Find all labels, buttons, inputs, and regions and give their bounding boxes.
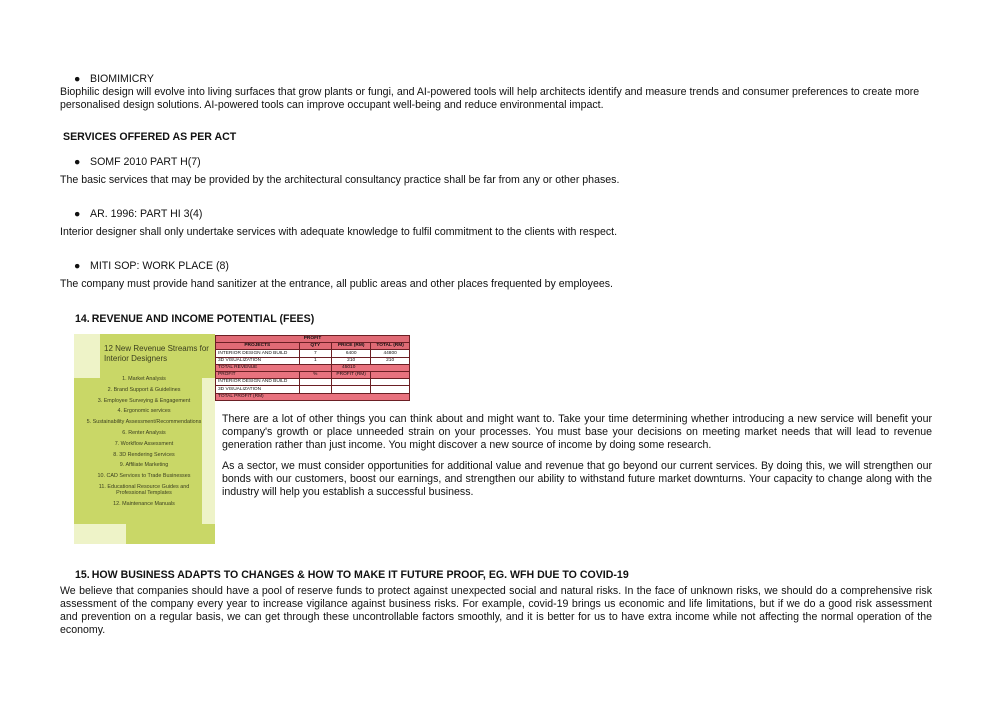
decor-block xyxy=(74,334,100,378)
table-cell: 7 xyxy=(299,350,331,357)
table-row xyxy=(216,379,410,386)
bullet-miti xyxy=(74,260,229,273)
table-cell xyxy=(371,386,410,393)
table-cell: PROFIT (RM) xyxy=(332,371,371,378)
table-cell: 6400 xyxy=(332,350,371,357)
bullet-label: BIOMIMICRY xyxy=(90,73,154,85)
table-header-row xyxy=(216,343,410,350)
list-item: 2. Brand Support & Guidelines xyxy=(107,386,181,393)
section-14-paragraph-2: As a sector, we must consider opportunities for additional value and revenue that go beyond our current services. By doing this, we will strengthen our bonds with our customers, boost our earnings, and strengthen our ability to withstand future market downturns. Your capacity to change along with the industry will help you establish a successful business. xyxy=(222,460,932,498)
table-cell: % xyxy=(299,371,331,378)
table-cell xyxy=(332,386,371,393)
list-item: 10. CAD Services to Trade Businesses xyxy=(97,473,191,480)
service-text-1: The basic services that may be provided by the architectural consultancy practice shall be far from any or other phases. xyxy=(60,174,620,186)
bullet-dot-icon: ● xyxy=(74,156,81,168)
profit-header-row xyxy=(216,371,410,378)
total-revenue-row xyxy=(216,364,410,371)
table-cell: 1 xyxy=(299,357,331,364)
table-cell xyxy=(371,371,410,378)
bullet-dot-icon: ● xyxy=(74,73,81,85)
list-item: 6. Renter Analysis xyxy=(122,429,166,436)
table-cell xyxy=(332,379,371,386)
table-cell: INTERIOR DESIGN AND BUILD xyxy=(216,350,300,357)
bullet-label: SOMF 2010 PART H(7) xyxy=(90,156,201,168)
bullet-dot-icon: ● xyxy=(74,208,81,220)
table-cell: 3D VISUALIZATION xyxy=(216,357,300,364)
table-cell: INTERIOR DESIGN AND BUILD xyxy=(216,379,300,386)
revenue-streams-list xyxy=(84,376,204,512)
header-cell: QTY xyxy=(299,343,331,350)
list-item: 11. Educational Resource Guides and Professional Templates xyxy=(98,483,190,497)
section-number: 15. xyxy=(75,569,90,581)
table-cell: 45010 xyxy=(332,364,410,371)
list-item: 5. Sustainability Assessment/Recommendations xyxy=(86,419,202,426)
section-15-heading xyxy=(75,569,629,582)
total-profit-row xyxy=(216,393,410,400)
table-cell: 210 xyxy=(332,357,371,364)
header-cell: TOTAL (RM) xyxy=(371,343,410,350)
table-row xyxy=(216,357,410,364)
table-cell: TOTAL PROFIT (RM) xyxy=(216,393,410,400)
table-title: PROFIT xyxy=(216,336,410,343)
section-number: 14. xyxy=(75,313,90,325)
table-cell: PROFIT xyxy=(216,371,300,378)
table-cell xyxy=(371,379,410,386)
list-item: 12. Maintenance Manuals xyxy=(113,501,175,508)
infographic-title: 12 New Revenue Streams for Interior Designers xyxy=(104,344,209,363)
bullet-dot-icon: ● xyxy=(74,260,81,272)
table-row xyxy=(216,350,410,357)
header-cell: PROJECTS xyxy=(216,343,300,350)
list-item: 9. Affiliate Marketing xyxy=(119,462,169,469)
profit-table xyxy=(215,335,410,401)
bullet-ar xyxy=(74,208,202,221)
revenue-streams-infographic xyxy=(74,334,215,544)
section-title: REVENUE AND INCOME POTENTIAL (FEES) xyxy=(91,313,315,325)
header-cell: PRICE (RM) xyxy=(332,343,371,350)
list-item: 4. Ergonomic services xyxy=(117,408,171,415)
table-cell xyxy=(299,379,331,386)
biomimicry-text: Biophilic design will evolve into living surfaces that grow plants or fungi, and AI-powered tools will help architects identify and measure trends and consumer preferences to create more personalised design solutions. AI-powered tools can improve occupant well-being and reduce environmental impact. xyxy=(60,86,920,111)
table-cell: 3D VISUALIZATION xyxy=(216,386,300,393)
list-item: 8. 3D Rendering Services xyxy=(113,451,175,458)
table-cell: 44800 xyxy=(371,350,410,357)
table-cell xyxy=(299,386,331,393)
section-title: HOW BUSINESS ADAPTS TO CHANGES & HOW TO MAKE IT FUTURE PROOF, EG. WFH DUE TO COVID-19 xyxy=(91,569,629,581)
bullet-label: AR. 1996: PART HI 3(4) xyxy=(90,208,203,220)
list-item: 3. Employee Surveying & Engagement xyxy=(97,397,191,404)
bullet-label: MITI SOP: WORK PLACE (8) xyxy=(90,260,229,272)
list-item: 1. Market Analysis xyxy=(122,376,166,382)
service-text-2: Interior designer shall only undertake services with adequate knowledge to fulfil commitment to the clients with respect. xyxy=(60,226,618,238)
decor-block xyxy=(74,524,126,544)
bullet-somf xyxy=(74,156,201,169)
table-cell: 210 xyxy=(371,357,410,364)
table-cell: TOTAL REVENUE xyxy=(216,364,332,371)
services-heading: SERVICES OFFERED AS PER ACT xyxy=(63,131,237,143)
service-text-3: The company must provide hand sanitizer at the entrance, all public areas and other places frequented by employees. xyxy=(60,278,613,290)
section-15-text: We believe that companies should have a pool of reserve funds to protect against unexpected social and natural risks. In the face of unknown risks, we should do a comprehensive risk assessment of the company every year to increase vigilance against business risks. For example, covid-19 brings us economic and life limitations, but if we do a good risk assessment and prevention on a regular basis, we can get through these uncontrollable factors smoothly, and it is better for us to have extra income while not affecting the normal operation of the economy. xyxy=(60,585,932,636)
bullet-biomimicry xyxy=(74,73,154,86)
section-14-paragraph-1: There are a lot of other things you can think about and might want to. Take your time determining whether introducing a new service will benefit your company's growth or place unneeded strain on your processes. You must base your decisions on meeting market needs that will lead to revenue generation rather than just income. You might discover a new source of income by doing some research. xyxy=(222,413,932,451)
table-row xyxy=(216,386,410,393)
list-item: 7. Workflow Assessment xyxy=(114,440,174,447)
section-14-heading xyxy=(75,313,314,326)
